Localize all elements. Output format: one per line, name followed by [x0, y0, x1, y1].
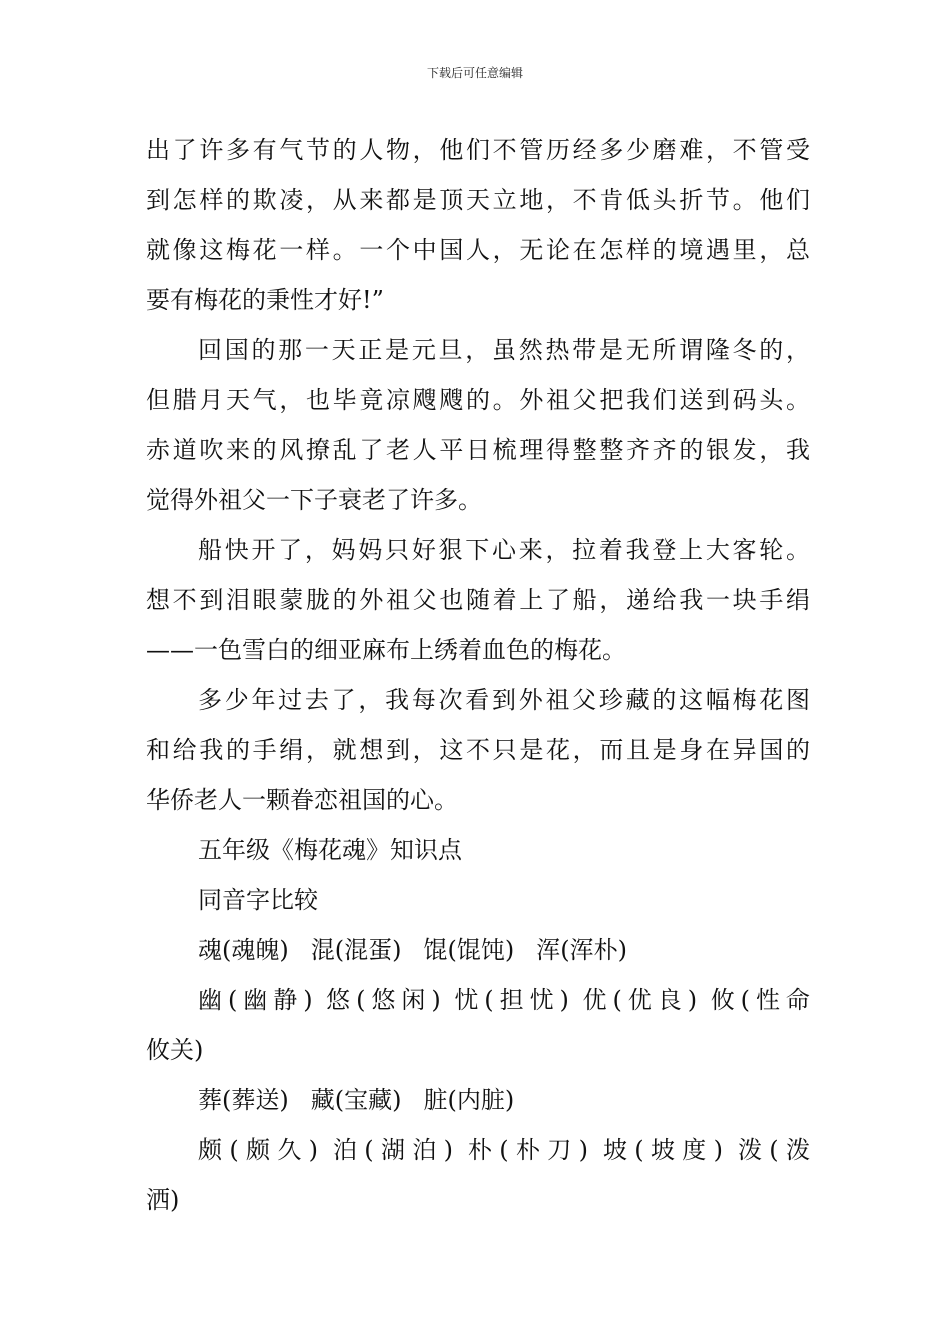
- homophone-item: 优(优良): [582, 986, 698, 1014]
- homophone-item: 泼(泼: [737, 1136, 810, 1164]
- section-heading: 五年级《梅花魂》知识点: [198, 836, 462, 864]
- text-line: 就像这梅花一样。一个中国人，无论在怎样的境遇里，总: [146, 236, 810, 264]
- homophone-item: 馄(馄饨): [423, 936, 515, 964]
- text-line: 但腊月天气，也毕竟凉飕飕的。外祖父把我们送到码头。: [146, 386, 810, 414]
- homophone-item: 朴(朴刀): [467, 1136, 588, 1164]
- homophone-row: [146, 925, 810, 975]
- paragraph-first-line: 回国的那一天正是元旦，虽然热带是无所谓隆冬的，: [198, 336, 810, 364]
- homophone-row: [146, 1075, 810, 1125]
- homophone-item: 浑(浑朴): [536, 936, 627, 964]
- homophone-item: 攸关): [146, 1036, 204, 1064]
- document-body: [146, 125, 810, 1225]
- text-line: 要有梅花的秉性才好!”: [146, 286, 384, 314]
- text-line: 赤道吹来的风撩乱了老人平日梳理得整整齐齐的银发，我: [146, 436, 810, 464]
- text-line: 到怎样的欺凌，从来都是顶天立地，不肯低头折节。他们: [146, 186, 810, 214]
- paragraph-first-line: 多少年过去了，我每次看到外祖父珍藏的这幅梅花图: [198, 686, 810, 714]
- homophone-item: 葬(葬送): [198, 1086, 289, 1114]
- text-line: 华侨老人一颗眷恋祖国的心。: [146, 786, 458, 814]
- homophone-item: 脏(内脏): [423, 1086, 515, 1114]
- text-line: 出了许多有气节的人物，他们不管历经多少磨难，不管受: [146, 136, 810, 164]
- homophone-item: 泊(湖泊): [332, 1136, 454, 1164]
- text-line: 想不到泪眼蒙胧的外祖父也随着上了船，递给我一块手绢: [146, 586, 810, 614]
- homophone-item: 坡(坡度): [602, 1136, 723, 1164]
- homophone-item: 悠(悠闲): [326, 986, 441, 1014]
- homophone-item: 混(混蛋): [310, 936, 402, 964]
- homophone-item: 洒): [146, 1186, 180, 1214]
- homophone-item: 魂(魂魄): [198, 936, 289, 964]
- text-line: 和给我的手绢，就想到，这不只是花，而且是身在异国的: [146, 736, 810, 764]
- text-line: ——一色雪白的细亚麻布上绣着血色的梅花。: [146, 636, 626, 664]
- homophone-row-continued: [146, 1175, 810, 1225]
- homophone-item: 忧(担忧): [454, 986, 569, 1014]
- page-header: 下载后可任意编辑: [426, 66, 523, 80]
- homophone-item: 藏(宝藏): [310, 1086, 402, 1114]
- homophone-row-continued: [146, 1025, 810, 1075]
- homophone-item: 幽(幽静): [198, 986, 313, 1014]
- subsection-heading: 同音字比较: [198, 886, 318, 914]
- homophone-item: 攸(性命: [710, 986, 810, 1014]
- text-line: 觉得外祖父一下子衰老了许多。: [146, 486, 482, 514]
- homophone-row: [146, 975, 810, 1025]
- homophone-row: [146, 1125, 810, 1175]
- paragraph-first-line: 船快开了，妈妈只好狠下心来，拉着我登上大客轮。: [198, 536, 810, 564]
- homophone-item: 颇(颇久): [198, 1136, 319, 1164]
